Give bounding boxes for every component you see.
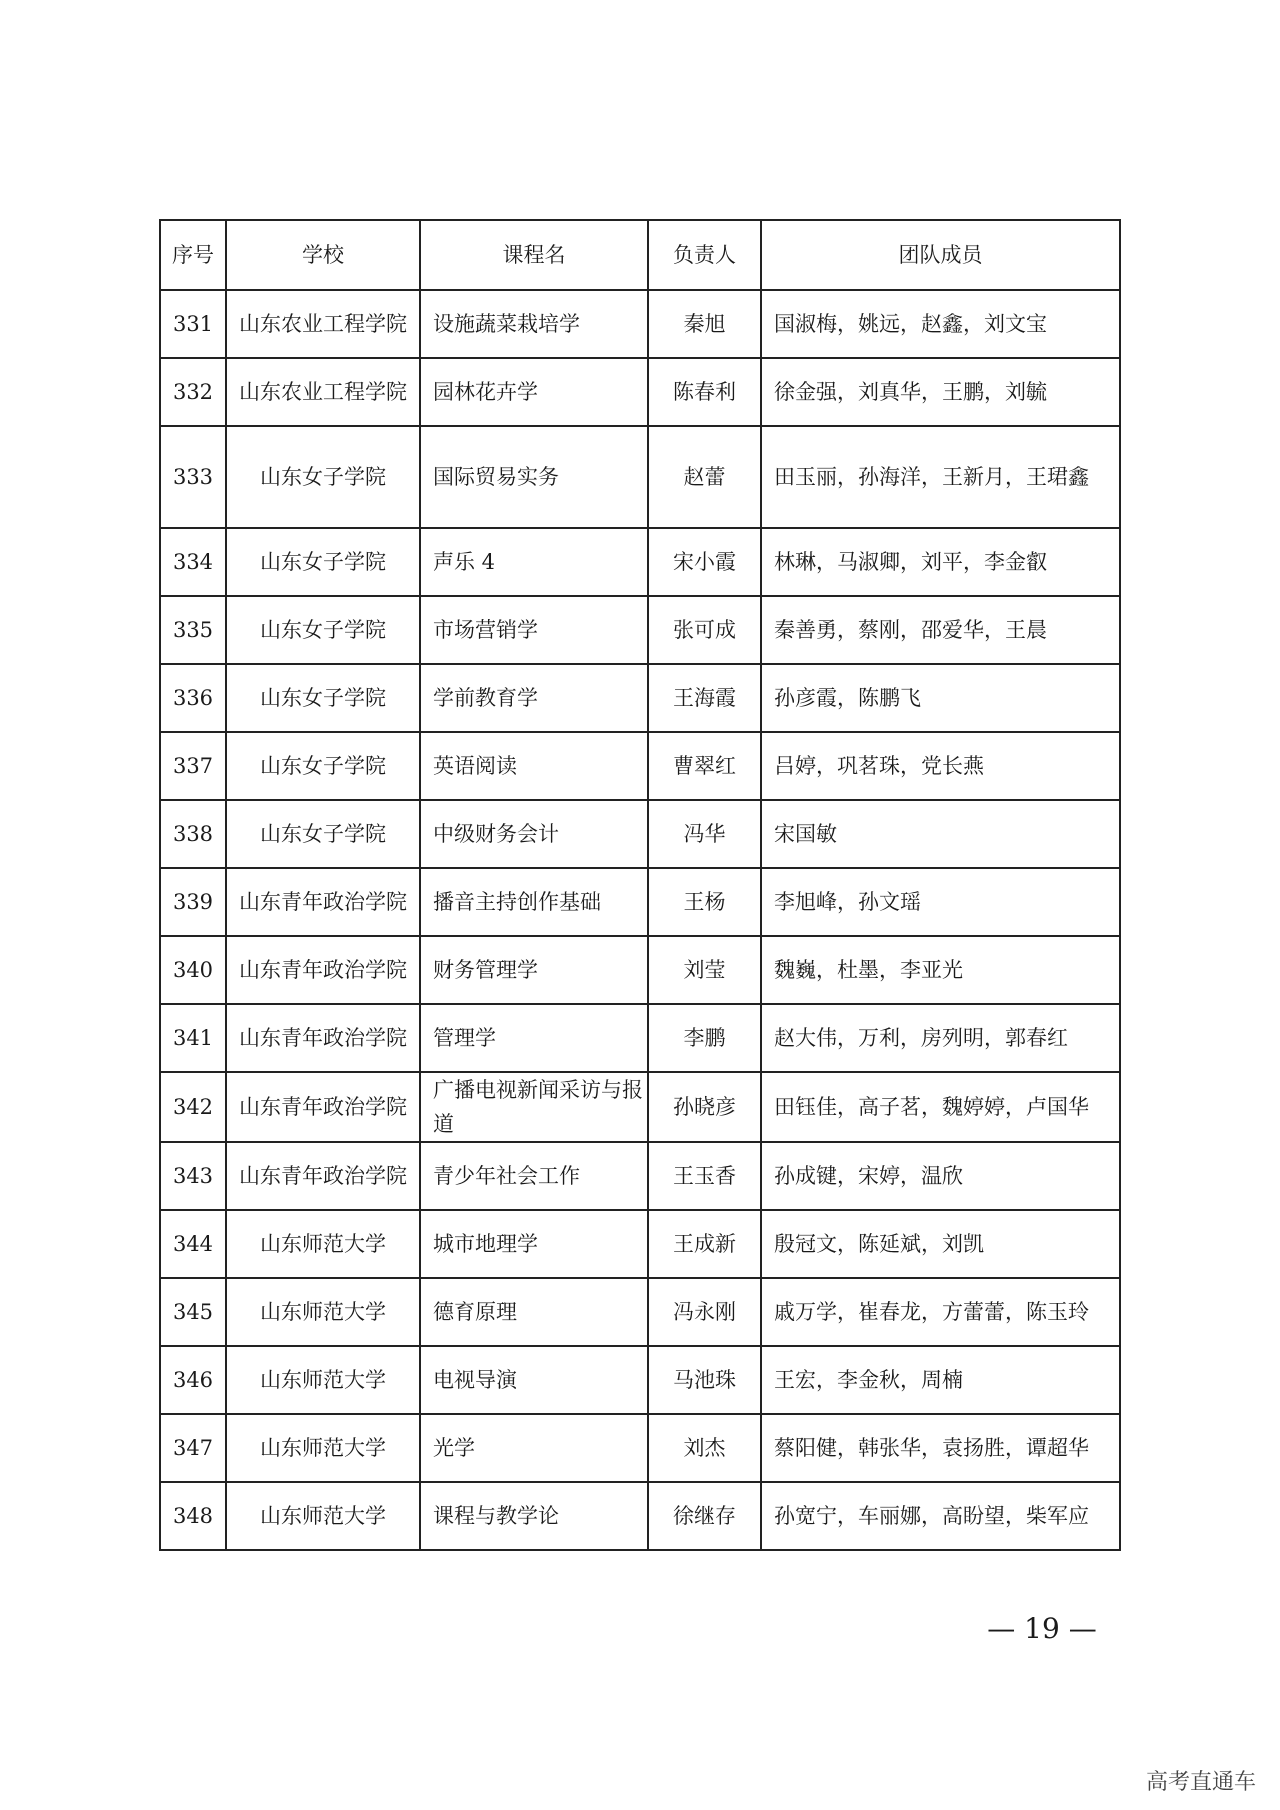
- table-row: [160, 1482, 1120, 1550]
- cell-school: 山东农业工程学院: [226, 358, 420, 426]
- cell-school: 山东青年政治学院: [226, 1072, 420, 1142]
- cell-no: 331: [160, 290, 226, 358]
- cell-members: 李旭峰，孙文瑶: [761, 868, 1120, 936]
- table-row: [160, 664, 1120, 732]
- cell-leader: 冯永刚: [648, 1278, 761, 1346]
- table-row: [160, 290, 1120, 358]
- cell-course: 电视导演: [420, 1346, 648, 1414]
- cell-members: 殷冠文，陈延斌，刘凯: [761, 1210, 1120, 1278]
- cell-leader: 王成新: [648, 1210, 761, 1278]
- header-school: 学校: [226, 220, 420, 290]
- cell-leader: 王海霞: [648, 664, 761, 732]
- cell-course: 课程与教学论: [420, 1482, 648, 1550]
- cell-course: 园林花卉学: [420, 358, 648, 426]
- cell-no: 334: [160, 528, 226, 596]
- cell-school: 山东女子学院: [226, 800, 420, 868]
- cell-members: 林琳，马淑卿，刘平，李金叡: [761, 528, 1120, 596]
- cell-members: 田钰佳，高子茗，魏婷婷，卢国华: [761, 1072, 1120, 1142]
- cell-course: 中级财务会计: [420, 800, 648, 868]
- cell-no: 345: [160, 1278, 226, 1346]
- cell-leader: 孙晓彦: [648, 1072, 761, 1142]
- cell-members: 田玉丽，孙海洋，王新月，王珺鑫: [761, 426, 1120, 528]
- cell-course: 设施蔬菜栽培学: [420, 290, 648, 358]
- cell-leader: 张可成: [648, 596, 761, 664]
- table-row: [160, 1414, 1120, 1482]
- header-no: 序号: [160, 220, 226, 290]
- cell-no: 341: [160, 1004, 226, 1072]
- table-row: [160, 426, 1120, 528]
- cell-leader: 李鹏: [648, 1004, 761, 1072]
- cell-no: 337: [160, 732, 226, 800]
- cell-school: 山东青年政治学院: [226, 1004, 420, 1072]
- cell-no: 332: [160, 358, 226, 426]
- cell-members: 蔡阳健，韩张华，袁扬胜，谭超华: [761, 1414, 1120, 1482]
- cell-school: 山东青年政治学院: [226, 936, 420, 1004]
- cell-course: 学前教育学: [420, 664, 648, 732]
- cell-course: 声乐 4: [420, 528, 648, 596]
- table-row: [160, 732, 1120, 800]
- table-row: [160, 800, 1120, 868]
- page-number: — 19 —: [987, 1612, 1097, 1645]
- cell-course: 广播电视新闻采访与报道: [420, 1072, 648, 1142]
- table-body: [160, 290, 1120, 1550]
- cell-no: 347: [160, 1414, 226, 1482]
- cell-members: 孙成键，宋婷，温欣: [761, 1142, 1120, 1210]
- course-table: [159, 219, 1121, 1551]
- cell-no: 342: [160, 1072, 226, 1142]
- table-row: [160, 1346, 1120, 1414]
- cell-members: 魏巍，杜墨，李亚光: [761, 936, 1120, 1004]
- cell-leader: 秦旭: [648, 290, 761, 358]
- cell-leader: 徐继存: [648, 1482, 761, 1550]
- table-row: [160, 868, 1120, 936]
- table-row: [160, 936, 1120, 1004]
- cell-course: 国际贸易实务: [420, 426, 648, 528]
- cell-school: 山东青年政治学院: [226, 1142, 420, 1210]
- cell-members: 国淑梅，姚远，赵鑫，刘文宝: [761, 290, 1120, 358]
- cell-leader: 刘莹: [648, 936, 761, 1004]
- cell-course: 财务管理学: [420, 936, 648, 1004]
- table-row: [160, 1072, 1120, 1142]
- table-row: [160, 1278, 1120, 1346]
- cell-no: 348: [160, 1482, 226, 1550]
- cell-no: 336: [160, 664, 226, 732]
- cell-school: 山东女子学院: [226, 664, 420, 732]
- cell-school: 山东师范大学: [226, 1278, 420, 1346]
- cell-school: 山东女子学院: [226, 596, 420, 664]
- cell-school: 山东女子学院: [226, 528, 420, 596]
- header-course: 课程名: [420, 220, 648, 290]
- cell-leader: 陈春利: [648, 358, 761, 426]
- cell-no: 340: [160, 936, 226, 1004]
- cell-course: 青少年社会工作: [420, 1142, 648, 1210]
- table-row: [160, 1142, 1120, 1210]
- cell-members: 赵大伟，万利，房列明，郭春红: [761, 1004, 1120, 1072]
- cell-school: 山东师范大学: [226, 1346, 420, 1414]
- cell-course: 英语阅读: [420, 732, 648, 800]
- cell-school: 山东师范大学: [226, 1482, 420, 1550]
- cell-leader: 王杨: [648, 868, 761, 936]
- cell-leader: 赵蕾: [648, 426, 761, 528]
- cell-no: 343: [160, 1142, 226, 1210]
- table-row: [160, 596, 1120, 664]
- cell-leader: 宋小霞: [648, 528, 761, 596]
- cell-members: 宋国敏: [761, 800, 1120, 868]
- cell-no: 346: [160, 1346, 226, 1414]
- cell-members: 孙宽宁，车丽娜，高盼望，柴军应: [761, 1482, 1120, 1550]
- cell-no: 338: [160, 800, 226, 868]
- cell-no: 335: [160, 596, 226, 664]
- cell-members: 王宏，李金秋，周楠: [761, 1346, 1120, 1414]
- cell-course: 播音主持创作基础: [420, 868, 648, 936]
- table-row: [160, 1004, 1120, 1072]
- cell-members: 戚万学，崔春龙，方蕾蕾，陈玉玲: [761, 1278, 1120, 1346]
- table-row: [160, 1210, 1120, 1278]
- cell-leader: 曹翠红: [648, 732, 761, 800]
- cell-course: 德育原理: [420, 1278, 648, 1346]
- cell-school: 山东师范大学: [226, 1414, 420, 1482]
- cell-members: 徐金强，刘真华，王鹏，刘毓: [761, 358, 1120, 426]
- cell-course: 管理学: [420, 1004, 648, 1072]
- cell-no: 344: [160, 1210, 226, 1278]
- cell-course: 光学: [420, 1414, 648, 1482]
- table-header-row: [160, 220, 1120, 290]
- cell-course: 市场营销学: [420, 596, 648, 664]
- header-members: 团队成员: [761, 220, 1120, 290]
- cell-school: 山东师范大学: [226, 1210, 420, 1278]
- cell-no: 339: [160, 868, 226, 936]
- cell-school: 山东女子学院: [226, 426, 420, 528]
- cell-course: 城市地理学: [420, 1210, 648, 1278]
- cell-members: 秦善勇，蔡刚，邵爱华，王晨: [761, 596, 1120, 664]
- cell-leader: 王玉香: [648, 1142, 761, 1210]
- cell-leader: 刘杰: [648, 1414, 761, 1482]
- cell-no: 333: [160, 426, 226, 528]
- cell-members: 吕婷，巩茗珠，党长燕: [761, 732, 1120, 800]
- table-row: [160, 528, 1120, 596]
- cell-school: 山东青年政治学院: [226, 868, 420, 936]
- cell-school: 山东农业工程学院: [226, 290, 420, 358]
- table-row: [160, 358, 1120, 426]
- header-leader: 负责人: [648, 220, 761, 290]
- cell-leader: 马池珠: [648, 1346, 761, 1414]
- cell-members: 孙彦霞，陈鹏飞: [761, 664, 1120, 732]
- watermark: 高考直通车: [1145, 1770, 1256, 1795]
- cell-leader: 冯华: [648, 800, 761, 868]
- cell-school: 山东女子学院: [226, 732, 420, 800]
